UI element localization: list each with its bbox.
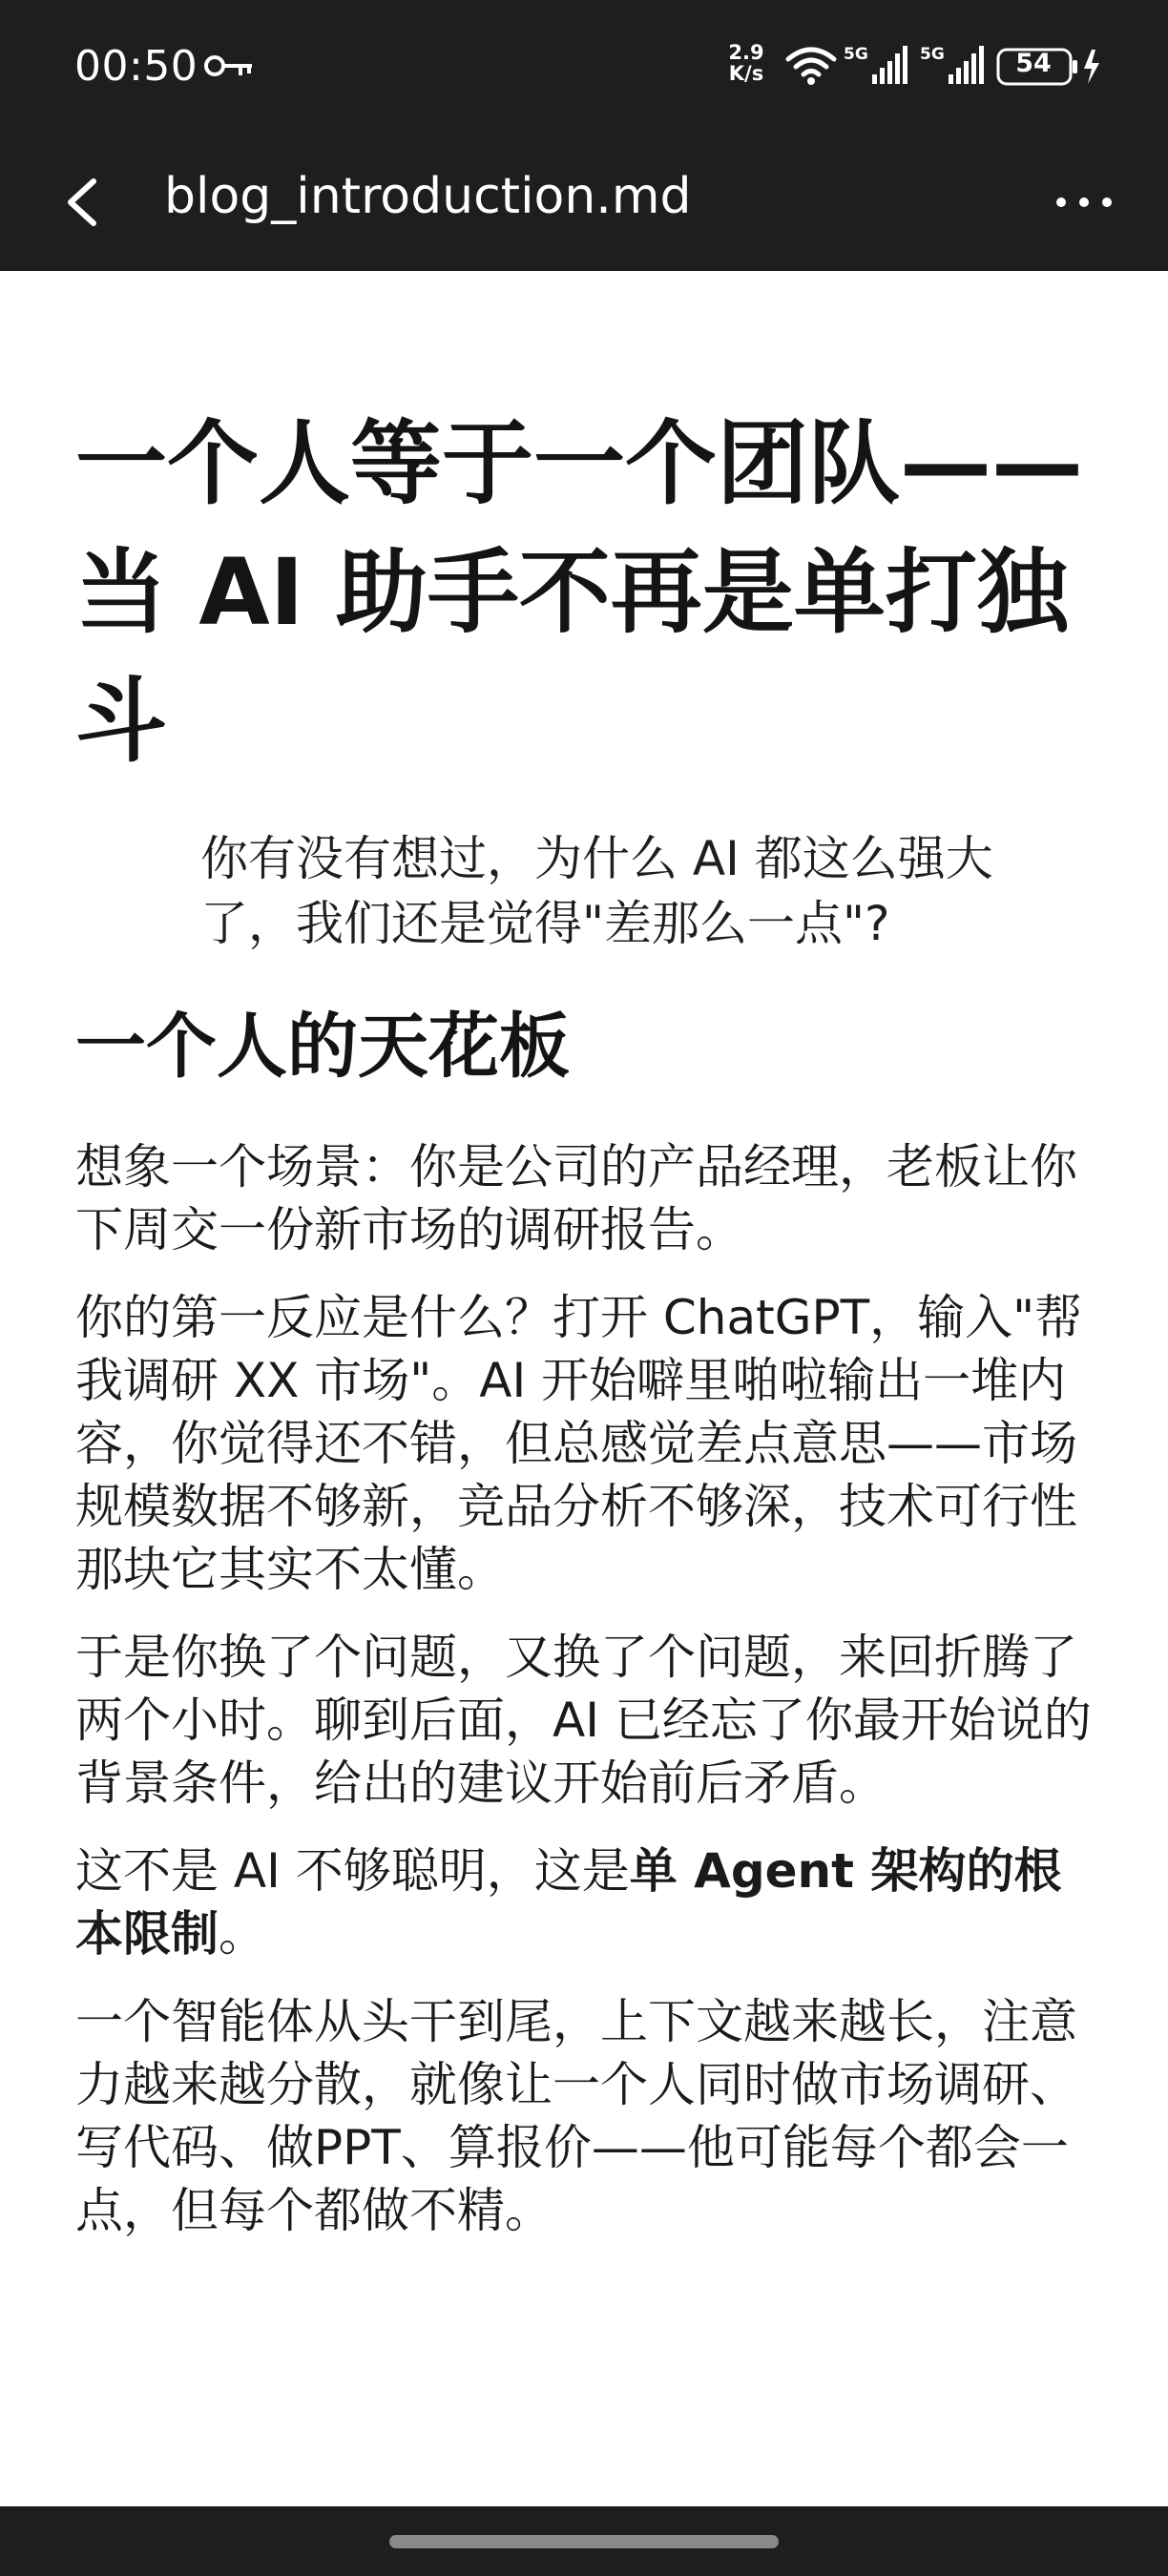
bold-text: 单 Agent 架构的根本限制 xyxy=(75,1843,1062,1962)
paragraph-text: 。 xyxy=(219,1906,266,1962)
home-indicator[interactable] xyxy=(389,2535,779,2548)
status-bar xyxy=(0,0,1168,135)
paragraph: 想象一个场景：你是公司的产品经理，老板让你下周交一份新市场的调研报告。 xyxy=(75,1139,1077,1257)
blockquote: 你有没有想过，为什么 AI 都这么强大了，我们还是觉得"差那么一点"? xyxy=(200,831,993,951)
network-speed-unit: K/s xyxy=(728,62,764,85)
article-title: 一个人等于一个团队——当 AI 助手不再是单打独斗 xyxy=(75,410,1083,775)
paragraph-text: 这不是 AI 不够聪明，这是 xyxy=(75,1843,630,1899)
more-horizontal-icon xyxy=(1056,197,1112,207)
signal-icon xyxy=(920,42,987,88)
network-type-label: 5G xyxy=(920,45,945,64)
battery-level: 54 xyxy=(1015,49,1052,78)
paragraph: 于是你换了个问题，又换了个问题，来回折腾了两个小时。聊到后面，AI 已经忘了你最开始说的背景条件，给出的建议开始前后矛盾。 xyxy=(75,1630,1092,1811)
network-speed xyxy=(723,42,769,84)
paragraph: 你的第一反应是什么？打开 ChatGPT，输入"帮我调研 XX 市场"。AI 开始噼里啪啦输出一堆内容，你觉得还不错，但总感觉差点意思——市场规模数据不够新，竞品分析不够深，技术可行性那块它其实不太懂。 xyxy=(75,1290,1083,1597)
status-time: 00:50 xyxy=(74,42,198,91)
navigation-bar xyxy=(0,2506,1168,2576)
more-options-button[interactable] xyxy=(1046,174,1122,231)
network-speed-value: 2.9 xyxy=(728,41,764,64)
app-bar xyxy=(0,135,1168,271)
wifi-icon xyxy=(784,44,838,88)
charging-bolt-icon xyxy=(1084,50,1099,84)
network-type-label: 5G xyxy=(844,45,868,64)
section-heading: 一个人的天花板 xyxy=(75,1006,570,1088)
paragraph: 一个智能体从头干到尾，上下文越来越长，注意力越来越分散，就像让一个人同时做市场调研、写代码、做PPT、算报价——他可能每个都会一点，但每个都做不精。 xyxy=(75,1994,1077,2238)
chevron-left-icon xyxy=(71,181,94,223)
signal-icon xyxy=(844,42,910,88)
paragraph xyxy=(75,1839,1106,1965)
markdown-content xyxy=(75,271,1106,2242)
key-icon xyxy=(202,52,256,80)
document-title: blog_introduction.md xyxy=(164,168,692,225)
back-button[interactable] xyxy=(50,164,126,240)
